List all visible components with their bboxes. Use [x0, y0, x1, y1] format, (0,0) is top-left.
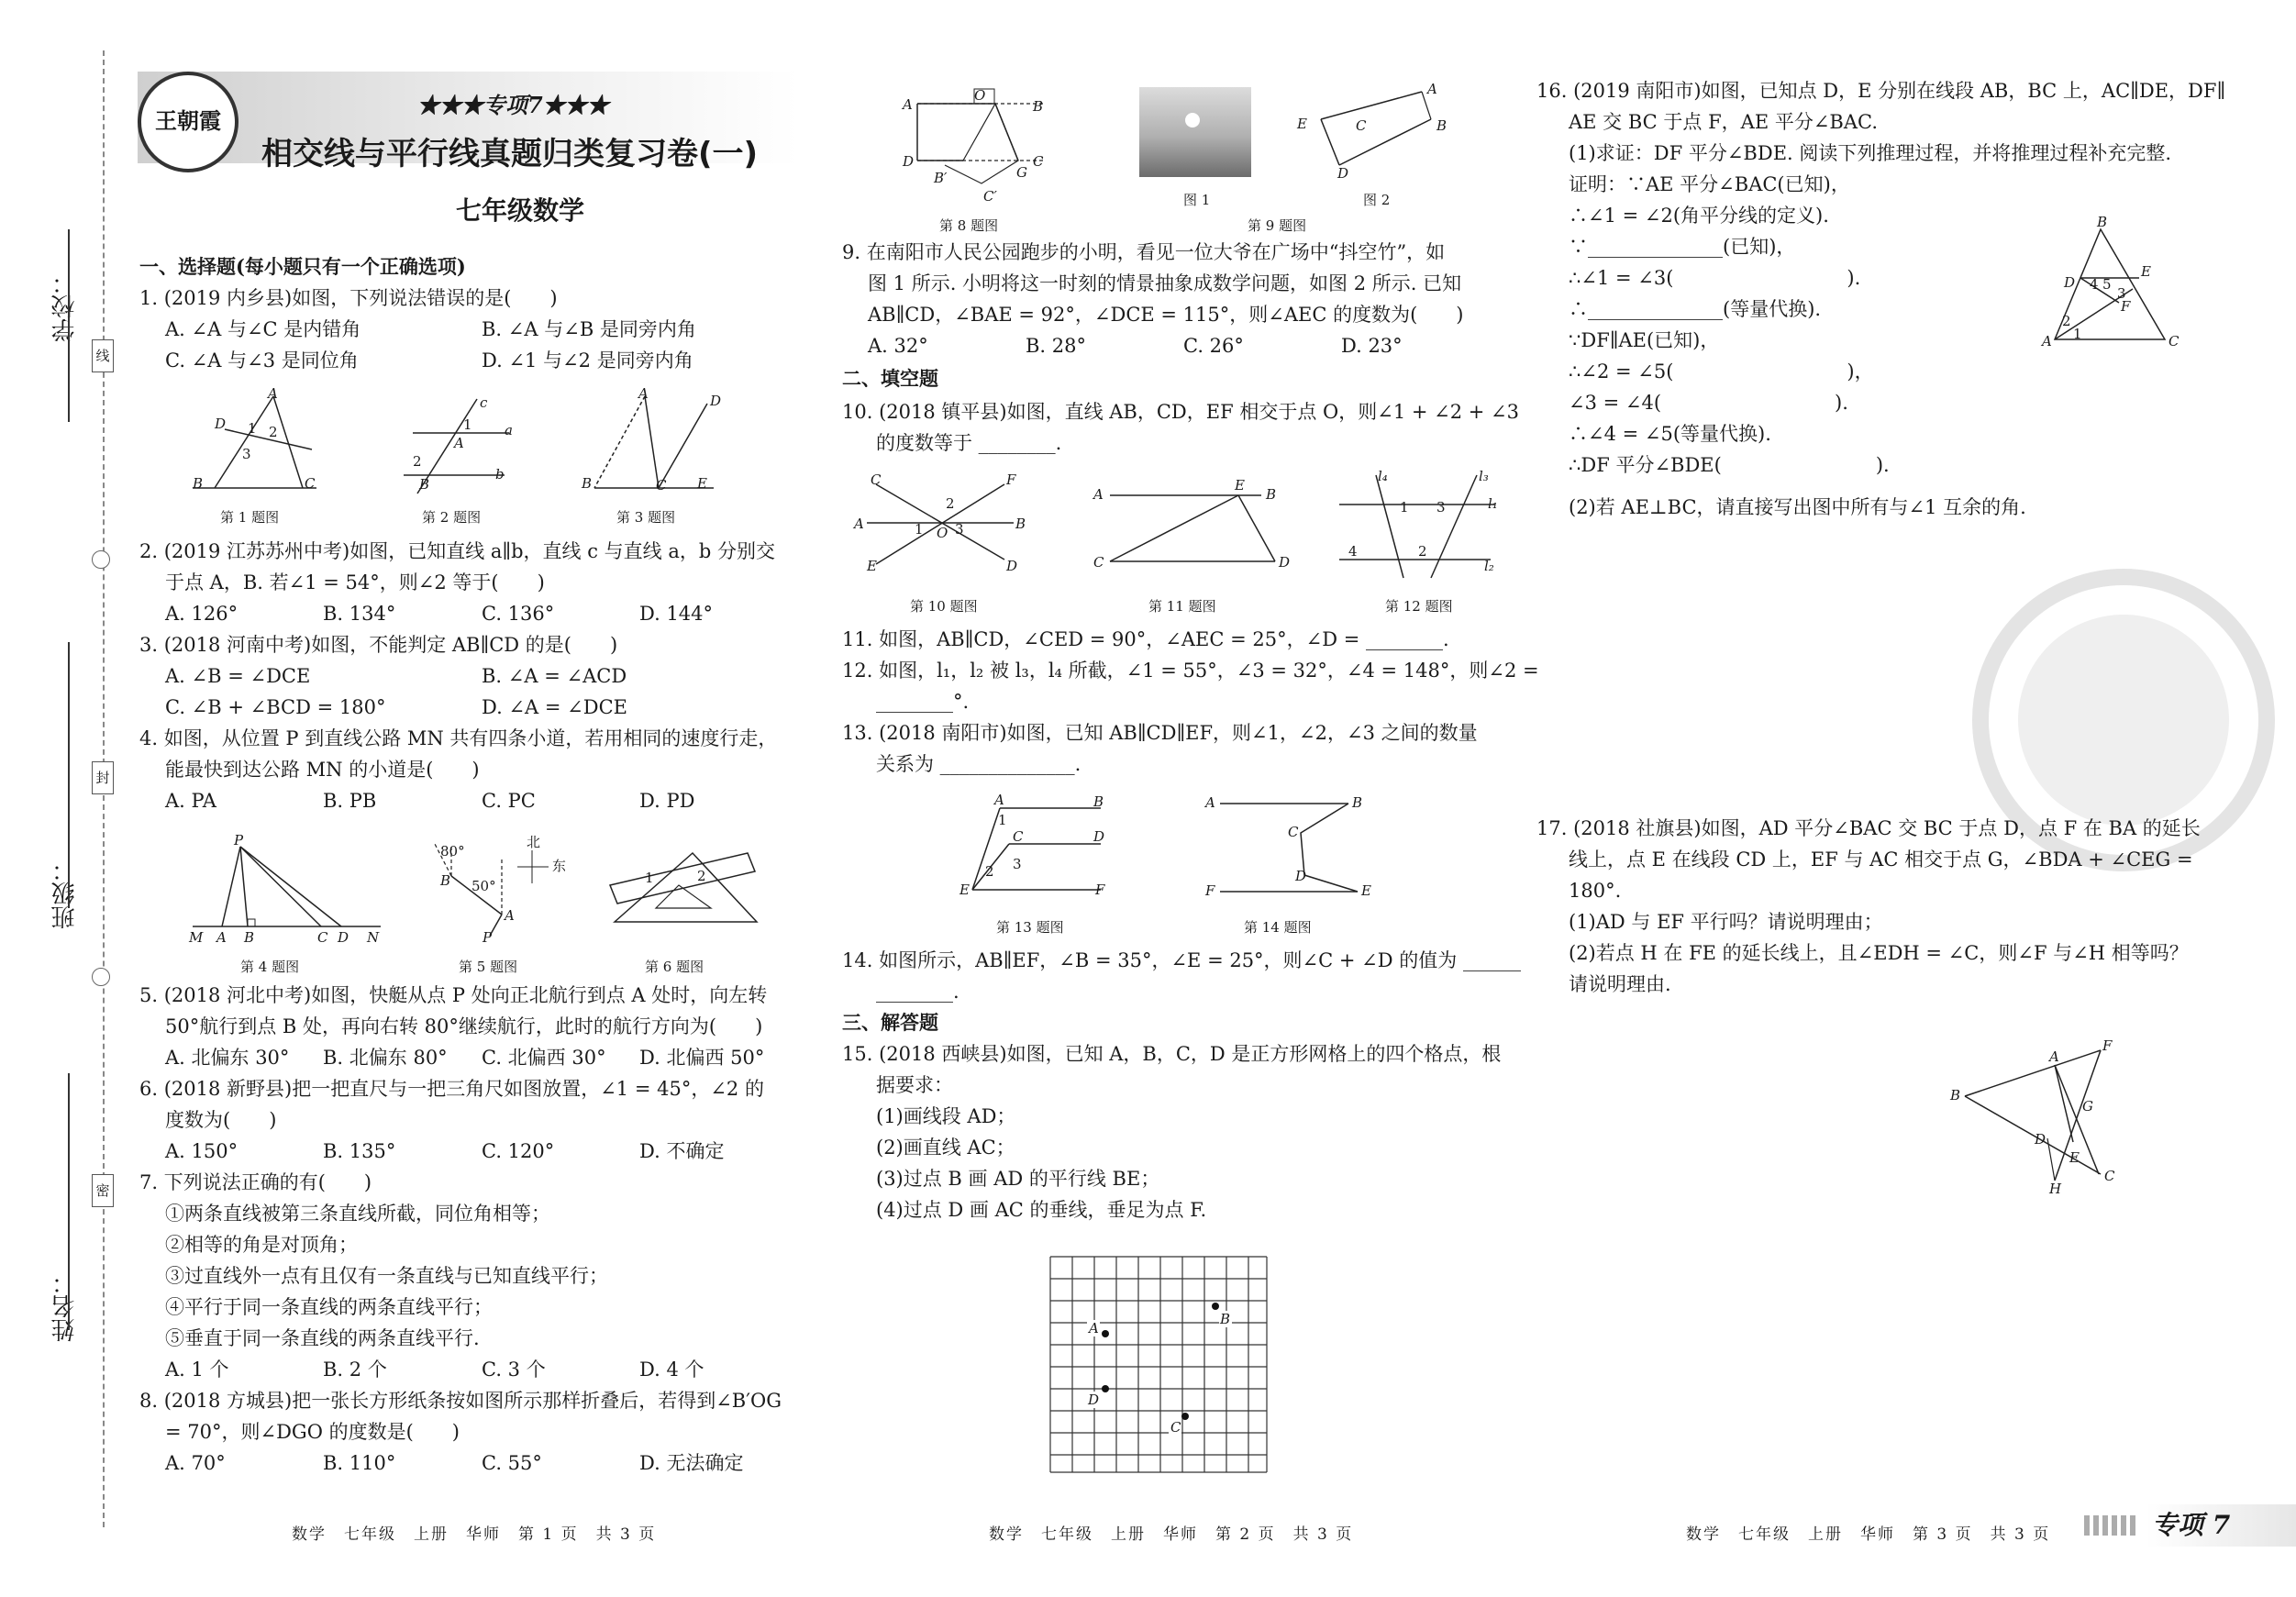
svg-text:c: c: [480, 394, 488, 411]
q7-statement-1: ①两条直线被第三条直线所截，同位角相等；: [165, 1203, 550, 1225]
svg-text:A: A: [1089, 1320, 1099, 1336]
svg-text:F: F: [2121, 298, 2131, 315]
svg-text:北: 北: [527, 834, 541, 850]
binding-circle-1: [92, 550, 110, 569]
svg-text:l₃: l₃: [1479, 468, 1489, 484]
svg-text:B: B: [582, 475, 593, 492]
figure-q4: [183, 830, 385, 945]
q6-line1: 6. (2018 新野县)把一把直尺与一把三角尺如图放置，∠1 = 45°，∠2 的: [139, 1078, 764, 1100]
q16-reason-1: 证明：∵AE 平分∠BAC(已知)，: [1569, 173, 1850, 195]
footer-tag: [2146, 1504, 2296, 1547]
q17-line1: 17. (2018 社旗县)如图，AD 平分∠BAC 交 BC 于点 D，点 F 在 BA 的延长: [1536, 817, 2201, 839]
svg-text:G: G: [2082, 1098, 2093, 1115]
svg-text:50°: 50°: [471, 878, 496, 894]
svg-text:1: 1: [645, 870, 654, 886]
q4-line2: 能最快到达公路 MN 的小道是( ): [165, 759, 480, 781]
svg-text:C: C: [305, 475, 316, 492]
svg-text:C: C: [1288, 824, 1299, 840]
figure-q2: [390, 394, 523, 495]
svg-text:2: 2: [1418, 543, 1427, 560]
svg-text:E: E: [1361, 882, 1371, 899]
svg-text:3: 3: [2117, 285, 2126, 302]
caption-q11: 第 11 题图: [1148, 598, 1216, 615]
svg-text:D: D: [1279, 554, 1291, 571]
footer-page-1: 数学 七年级 上册 华师 第 1 页 共 3 页: [292, 1525, 657, 1544]
q5-option-d: D. 北偏西 50°: [639, 1047, 765, 1069]
svg-text:F: F: [1095, 882, 1105, 898]
svg-text:4: 4: [1348, 543, 1358, 560]
q5-line1: 5. (2018 河北中考)如图，快艇从点 P 处向正北航行到点 A 处时，向左转: [139, 984, 768, 1006]
svg-text:N: N: [367, 929, 380, 946]
svg-text:1: 1: [463, 416, 472, 433]
svg-text:1: 1: [998, 812, 1007, 828]
seal-box-2: 封: [92, 761, 114, 794]
svg-text:O: O: [937, 525, 948, 541]
footer-dots: [2084, 1515, 2139, 1536]
svg-text:C: C: [1356, 117, 1367, 134]
q16-line2: AE 交 BC 于点 F，AE 平分∠BAC.: [1569, 111, 1879, 133]
q4-option-a: A. PA: [165, 790, 216, 812]
figure-q14: [1192, 789, 1376, 904]
caption-q9: 第 9 题图: [1248, 217, 1307, 234]
svg-text:D: D: [1088, 1392, 1100, 1408]
svg-text:E: E: [697, 475, 707, 492]
figure-q11: [1082, 477, 1291, 578]
svg-text:D: D: [1295, 868, 1307, 884]
q8-line1: 8. (2018 方城县)把一张长方形纸条按如图所示那样折叠后，若得到∠B′OG: [139, 1390, 782, 1412]
svg-text:2: 2: [697, 868, 706, 884]
svg-text:A: A: [994, 792, 1004, 808]
q16-reason-2: ∴∠1 = ∠2(角平分线的定义).: [1569, 205, 1829, 227]
svg-text:A: A: [505, 907, 515, 924]
svg-text:1: 1: [2073, 326, 2082, 342]
caption-q4: 第 4 题图: [240, 959, 300, 975]
name-label: 姓名：: [51, 1270, 79, 1342]
svg-text:B: B: [193, 475, 204, 492]
svg-text:H: H: [2049, 1181, 2062, 1197]
q9-line3: AB∥CD，∠BAE = 92°，∠DCE = 115°，则∠AEC 的度数为( ): [868, 304, 1464, 326]
svg-text:F: F: [2102, 1037, 2113, 1054]
photo-kongzhu: [1139, 87, 1251, 177]
q7-option-d: D. 4 个: [639, 1359, 704, 1381]
footer-page-2: 数学 七年级 上册 华师 第 2 页 共 3 页: [989, 1525, 1354, 1544]
q15-part-3: (3)过点 B 画 AD 的平行线 BE；: [876, 1168, 1160, 1190]
figure-q8: [899, 87, 1055, 206]
q2-option-a: A. 126°: [165, 603, 238, 625]
svg-text:A: A: [2049, 1048, 2059, 1065]
svg-text:4: 4: [2090, 276, 2099, 293]
figure-q15-grid: [1046, 1252, 1275, 1480]
q4-option-b: B. PB: [323, 790, 377, 812]
svg-text:C: C: [1033, 153, 1044, 170]
q16-reason-6: ∵DF∥AE(已知)，: [1569, 329, 1720, 351]
svg-text:A: A: [854, 516, 864, 532]
svg-text:F: F: [1205, 882, 1215, 899]
figure-q5: [415, 830, 589, 945]
svg-text:A: A: [1427, 81, 1437, 97]
q3-option-b: B. ∠A = ∠ACD: [482, 665, 627, 687]
q7-option-a: A. 1 个: [165, 1359, 229, 1381]
q15-part-1: (1)画线段 AD；: [876, 1105, 1016, 1127]
caption-q13: 第 13 题图: [996, 919, 1064, 936]
q17-part-2: (2)若点 H 在 FE 的延长线上，且∠EDH = ∠C，则∠F 与∠H 相等吗？: [1569, 942, 2189, 964]
svg-text:B: B: [1352, 794, 1363, 811]
svg-text:C: C: [1093, 554, 1104, 571]
q5-option-c: C. 北偏西 30°: [482, 1047, 606, 1069]
q5-line2: 50°航行到点 B 处，再向右转 80°继续航行，此时的航行方向为( ): [165, 1015, 763, 1037]
q16-line1: 16. (2019 南阳市)如图，已知点 D，E 分别在线段 AB，BC 上，AC∥DE，DF∥: [1536, 80, 2226, 102]
q15-line2: 据要求：: [876, 1074, 953, 1096]
caption-q2: 第 2 题图: [422, 509, 482, 526]
footer-page-3: 数学 七年级 上册 华师 第 3 页 共 3 页: [1686, 1525, 2051, 1544]
q17-part-1: (1)AD 与 EF 平行吗？请说明理由；: [1569, 911, 1883, 933]
q5-option-b: B. 北偏东 80°: [323, 1047, 448, 1069]
q10-line1: 10. (2018 镇平县)如图，直线 AB，CD，EF 相交于点 O，则∠1 + ∠2 + ∠3: [842, 401, 1519, 423]
q15-part-2: (2)画直线 AC；: [876, 1137, 1015, 1159]
svg-text:B: B: [419, 476, 430, 493]
subject-title: 七年级数学: [456, 195, 585, 226]
section-fill: 二、填空题: [842, 367, 938, 390]
q16-reason-9: ∴∠4 = ∠5(等量代换).: [1569, 423, 1771, 445]
svg-text:2: 2: [985, 863, 994, 880]
svg-text:l₂: l₂: [1484, 558, 1494, 574]
q2-line2: 于点 A，B. 若∠1 = 54°，则∠2 等于( ): [165, 571, 545, 593]
svg-text:C: C: [871, 471, 882, 488]
svg-text:a: a: [505, 422, 513, 438]
figure-q9-2: [1284, 83, 1459, 183]
svg-text:E: E: [2141, 263, 2151, 280]
svg-text:C: C: [2104, 1168, 2115, 1184]
svg-text:C′: C′: [983, 188, 997, 205]
q8-option-a: A. 70°: [165, 1452, 226, 1474]
svg-text:1: 1: [915, 521, 924, 538]
q7-statement-5: ⑤垂直于同一条直线的两条直线平行.: [165, 1327, 480, 1349]
q17-line2: 线上，点 E 在线段 CD 上，EF 与 AC 相交于点 G，∠BDA + ∠CEG =: [1569, 848, 2193, 871]
caption-q10: 第 10 题图: [910, 598, 978, 615]
svg-text:D: D: [338, 929, 349, 946]
class-line: [68, 642, 70, 908]
svg-text:B: B: [1093, 793, 1104, 810]
svg-text:B′: B′: [934, 170, 948, 186]
school-label: 学校：: [51, 271, 79, 342]
q7-option-b: B. 2 个: [323, 1359, 387, 1381]
q3-option-c: C. ∠B + ∠BCD = 180°: [165, 696, 386, 718]
svg-text:B: B: [244, 929, 255, 946]
q5-option-a: A. 北偏东 30°: [165, 1047, 290, 1069]
q7-statement-3: ③过直线外一点有且仅有一条直线与已知直线平行；: [165, 1265, 608, 1287]
header-badge: ★★★专项7★★★: [417, 92, 609, 118]
svg-text:E: E: [959, 882, 970, 898]
q4-option-d: D. PD: [639, 790, 695, 812]
logo-text: 王朝霞: [155, 107, 221, 134]
svg-text:E: E: [1235, 477, 1245, 494]
q15-line1: 15. (2018 西峡县)如图，已知 A，B，C，D 是正方形网格上的四个格点，根: [842, 1043, 1502, 1065]
svg-text:A: A: [216, 929, 227, 946]
q12-line1: 12. 如图，l₁，l₂ 被 l₃，l₄ 所截，∠1 = 55°，∠3 = 32°，∠4 = 148°，则∠2 =: [842, 660, 1539, 682]
svg-text:1: 1: [1400, 499, 1409, 516]
q16-reason-3: ∵______________(已知)，: [1569, 236, 1796, 258]
q15-part-4: (4)过点 D 画 AC 的垂线，垂足为点 F.: [876, 1199, 1207, 1221]
seal-box-3: 密: [92, 1174, 114, 1207]
svg-text:1: 1: [248, 420, 257, 437]
watermark-inner: [2018, 615, 2229, 826]
q6-option-a: A. 150°: [165, 1140, 238, 1162]
figure-q17: [1945, 1037, 2128, 1197]
caption-q3: 第 3 题图: [616, 509, 676, 526]
q17-line3: 180°.: [1569, 880, 1622, 902]
q6-option-b: B. 135°: [323, 1140, 396, 1162]
figure-q6: [601, 835, 766, 926]
svg-text:2: 2: [269, 424, 278, 440]
q9-line2: 图 1 所示. 小明将这一时刻的情景抽象成数学问题，如图 2 所示. 已知: [868, 272, 1462, 294]
svg-text:C: C: [2168, 333, 2180, 349]
svg-text:D: D: [1006, 558, 1018, 574]
svg-text:O: O: [974, 87, 986, 104]
q6-line2: 度数为( ): [165, 1109, 277, 1131]
q2-line1: 2. (2019 江苏苏州中考)如图，已知直线 a∥b，直线 c 与直线 a，b 分别交: [139, 540, 775, 562]
q16-reason-4: ∴∠1 = ∠3( ).: [1569, 267, 1861, 289]
figure-q13: [954, 792, 1119, 898]
figure-q16: [2036, 216, 2183, 353]
q1-option-d: D. ∠1 与∠2 是同旁内角: [482, 349, 693, 372]
svg-text:l₁: l₁: [1488, 495, 1498, 512]
svg-text:P: P: [234, 832, 244, 848]
q6-option-d: D. 不确定: [639, 1140, 725, 1162]
logo-seal: [138, 72, 238, 172]
svg-text:D: D: [1093, 828, 1105, 845]
svg-text:C: C: [1013, 828, 1024, 845]
q8-line2: = 70°，则∠DGO 的度数是( ): [165, 1421, 460, 1443]
q4-option-c: C. PC: [482, 790, 536, 812]
q13-line2: 关系为 ______________.: [876, 753, 1081, 775]
q14-line2: ________.: [876, 981, 959, 1003]
svg-text:2: 2: [946, 495, 955, 512]
figure-q3: [576, 385, 732, 500]
q1-option-b: B. ∠A 与∠B 是同旁内角: [482, 318, 696, 340]
svg-text:B: B: [440, 872, 451, 889]
svg-text:C: C: [317, 929, 328, 946]
page-title: 相交线与平行线真题归类复习卷(一): [261, 136, 759, 172]
svg-text:B: B: [1033, 98, 1044, 115]
q9-option-a: A. 32°: [868, 335, 928, 357]
q4-line1: 4. 如图，从位置 P 到直线公路 MN 共有四条小道，若用相同的速度行走，: [139, 727, 778, 749]
caption-q8: 第 8 题图: [939, 217, 999, 234]
q12-line2: ________°.: [876, 691, 970, 713]
q8-option-b: B. 110°: [323, 1452, 396, 1474]
svg-text:E: E: [2069, 1149, 2080, 1166]
q2-option-d: D. 144°: [639, 603, 714, 625]
figure-caption-2: 图 2: [1363, 192, 1391, 208]
svg-text:D: D: [2035, 1131, 2046, 1148]
school-line: [68, 229, 70, 422]
svg-text:2: 2: [2062, 313, 2071, 329]
q17-part-3: 请说明理由.: [1569, 973, 1671, 995]
q9-option-c: C. 26°: [1183, 335, 1244, 357]
svg-text:2: 2: [413, 453, 422, 470]
q3-option-d: D. ∠A = ∠DCE: [482, 696, 627, 718]
svg-text:F: F: [1006, 471, 1016, 488]
svg-text:C: C: [656, 477, 667, 494]
photo-figure: [1185, 113, 1200, 128]
svg-text:B: B: [1266, 486, 1277, 503]
caption-q6: 第 6 题图: [645, 959, 704, 975]
q8-option-c: C. 55°: [482, 1452, 542, 1474]
svg-text:3: 3: [955, 521, 964, 538]
q16-reason-7: ∴∠2 = ∠5( )，: [1569, 360, 1874, 383]
q1-option-c: C. ∠A 与∠3 是同位角: [165, 349, 359, 372]
svg-text:80°: 80°: [440, 843, 465, 859]
svg-text:b: b: [495, 466, 505, 482]
binding-circle-2: [92, 968, 110, 986]
q7-stem: 7. 下列说法正确的有( ): [139, 1171, 372, 1193]
svg-text:B: B: [1436, 117, 1447, 134]
q14-line1: 14. 如图所示，AB∥EF，∠B = 35°，∠E = 25°，则∠C + ∠D 的值为 ______: [842, 949, 1521, 971]
q9-option-b: B. 28°: [1026, 335, 1087, 357]
photo-caption-1: 图 1: [1183, 192, 1211, 208]
q1-option-a: A. ∠A 与∠C 是内错角: [165, 318, 361, 340]
svg-text:A: A: [1093, 486, 1104, 503]
q3-option-a: A. ∠B = ∠DCE: [165, 665, 311, 687]
svg-text:3: 3: [1436, 499, 1446, 516]
caption-q1: 第 1 题图: [220, 509, 280, 526]
q13-line1: 13. (2018 南阳市)如图，已知 AB∥CD∥EF，则∠1，∠2，∠3 之间的数量: [842, 722, 1478, 744]
svg-text:B: B: [1220, 1311, 1231, 1327]
svg-text:5: 5: [2102, 276, 2112, 293]
figure-q12: [1321, 468, 1504, 582]
caption-q5: 第 5 题图: [459, 959, 518, 975]
class-label: 班级：: [51, 858, 79, 929]
section-choice: 一、选择题(每小题只有一个正确选项): [139, 255, 466, 278]
q16-part-1: (1)求证：DF 平分∠BDE. 阅读下列推理过程，并将推理过程补充完整.: [1569, 142, 2172, 164]
svg-text:B: B: [1950, 1087, 1961, 1103]
svg-text:3: 3: [1013, 856, 1022, 872]
q9-option-d: D. 23°: [1341, 335, 1403, 357]
svg-text:l₄: l₄: [1378, 468, 1388, 484]
q10-line2: 的度数等于 ________.: [876, 432, 1062, 454]
svg-text:M: M: [189, 929, 204, 946]
svg-text:D: D: [2064, 274, 2076, 291]
section-solve: 三、解答题: [842, 1011, 938, 1034]
svg-text:A: A: [454, 435, 464, 451]
svg-text:D: D: [1337, 165, 1349, 182]
figure-q1: [183, 385, 339, 500]
q16-reason-5: ∴______________(等量代换).: [1569, 298, 1822, 320]
svg-text:E: E: [1297, 116, 1307, 132]
seal-box-1: 线: [92, 339, 114, 372]
svg-text:A: A: [903, 96, 913, 113]
q7-option-c: C. 3 个: [482, 1359, 546, 1381]
svg-text:A: A: [2042, 333, 2052, 349]
q16-part-2: (2)若 AE⊥BC，请直接写出图中所有与∠1 互余的角.: [1569, 496, 2026, 518]
svg-text:东: 东: [552, 858, 567, 874]
svg-text:A: A: [638, 385, 649, 402]
svg-text:D: D: [903, 153, 915, 170]
svg-text:D: D: [710, 393, 722, 409]
svg-text:B: B: [1015, 516, 1026, 532]
q1-stem: 1. (2019 内乡县)如图，下列说法错误的是( ): [139, 287, 558, 309]
caption-q14: 第 14 题图: [1244, 919, 1312, 936]
q6-option-c: C. 120°: [482, 1140, 555, 1162]
q2-option-b: B. 134°: [323, 603, 396, 625]
q2-option-c: C. 136°: [482, 603, 555, 625]
caption-q12: 第 12 题图: [1385, 598, 1453, 615]
svg-text:D: D: [215, 416, 227, 432]
q7-statement-2: ②相等的角是对顶角；: [165, 1234, 358, 1256]
svg-text:A: A: [268, 385, 278, 402]
q7-statement-4: ④平行于同一条直线的两条直线平行；: [165, 1296, 493, 1318]
q11-stem: 11. 如图，AB∥CD，∠CED = 90°，∠AEC = 25°，∠D = ________.: [842, 628, 1449, 650]
q16-reason-8: ∠3 = ∠4( ).: [1569, 392, 1848, 414]
svg-text:C: C: [1170, 1419, 1181, 1436]
svg-text:3: 3: [242, 446, 251, 462]
q9-line1: 9. 在南阳市人民公园跑步的小明，看见一位大爷在广场中“抖空竹”，如: [842, 241, 1446, 263]
figure-q10: [849, 468, 1032, 582]
svg-text:G: G: [1016, 164, 1027, 181]
svg-text:A: A: [1205, 794, 1215, 811]
q16-reason-10: ∴DF 平分∠BDE( ).: [1569, 454, 1890, 476]
q8-option-d: D. 无法确定: [639, 1452, 744, 1474]
footer-tag-text: 专项 7: [2152, 1510, 2231, 1540]
name-line: [68, 1073, 70, 1330]
svg-text:E: E: [867, 558, 877, 574]
svg-text:B: B: [2097, 214, 2108, 230]
q3-stem: 3. (2018 河南中考)如图，不能判定 AB∥CD 的是( ): [139, 634, 618, 656]
svg-text:P: P: [482, 929, 493, 946]
